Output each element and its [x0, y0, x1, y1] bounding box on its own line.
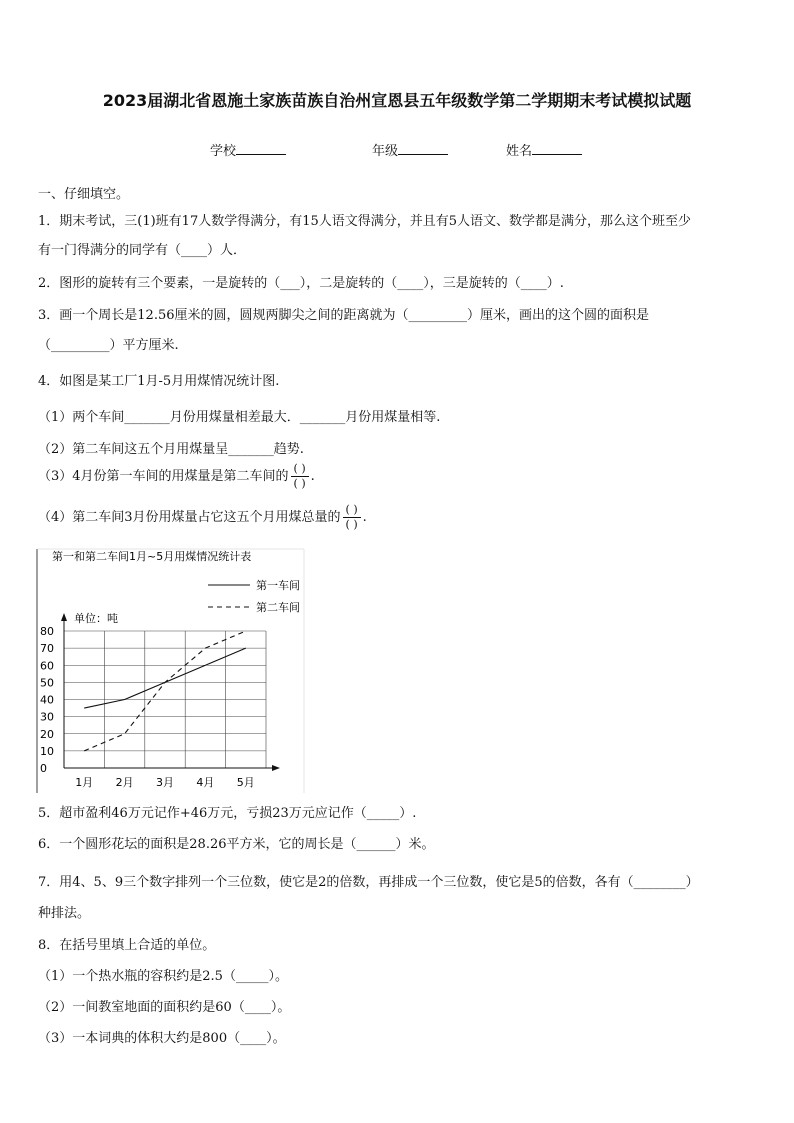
question-3-line-2: （_________）平方厘米. — [38, 338, 179, 353]
chart-unit-label: 单位：吨 — [74, 612, 118, 625]
question-4-part-4 — [38, 503, 367, 532]
y-tick-label: 30 — [40, 710, 54, 724]
school-label: 学校 — [210, 144, 237, 159]
chart-series — [84, 631, 246, 751]
fraction-blank[interactable] — [291, 462, 309, 491]
chart-legend — [208, 578, 300, 614]
fraction-denominator: ( ) — [345, 518, 358, 531]
question-1-line-2: 有一门得满分的同学有（____）人． — [38, 243, 247, 258]
q4-3-end: . — [310, 469, 315, 484]
question-4-part-3 — [38, 462, 315, 491]
question-8-part-2: （2）一间教室地面的面积约是60（____）。 — [38, 1000, 291, 1015]
coal-usage-line-chart — [36, 545, 306, 795]
name-blank[interactable] — [532, 154, 582, 155]
y-tick-label: 80 — [40, 625, 54, 638]
legend-label-2: 第二车间 — [256, 601, 300, 614]
question-4-part-1: （1）两个车间_______月份用煤量相差最大．_______月份用煤量相等. — [38, 410, 441, 425]
question-7-line-2: 种排法。 — [38, 906, 91, 921]
grade-label: 年级 — [372, 144, 399, 159]
y-tick-label: 60 — [40, 659, 54, 673]
exam-title: 2023届湖北省恩施土家族苗族自治州宣恩县五年级数学第二学期期末考试模拟试题 — [102, 91, 692, 110]
question-2: 2．图形的旋转有三个要素，一是旋转的（___），二是旋转的（____），三是旋转的（____）. — [38, 276, 564, 291]
x-tick-label: 2月 — [115, 776, 134, 789]
x-tick-label: 1月 — [75, 776, 94, 789]
fraction-blank[interactable] — [343, 503, 361, 532]
fraction-numerator: ( ) — [343, 503, 361, 518]
y-tick-label: 0 — [40, 762, 47, 775]
fraction-denominator: ( ) — [293, 477, 306, 490]
fraction-numerator: ( ) — [291, 462, 309, 477]
y-tick-label: 20 — [40, 727, 54, 741]
question-7-line-1: 7．用4、5、9三个数字排列一个三位数，使它是2的倍数，再排成一个三位数，使它是5的倍数，各有（________） — [38, 875, 699, 890]
question-4: 4．如图是某工厂1月-5月用煤情况统计图. — [38, 374, 280, 389]
series-line-2 — [84, 631, 246, 751]
question-1-line-1: 1．期末考试，三(1)班有17人数学得满分，有15人语文得满分，并且有5人语文、数学都是满分，那么这个班至少 — [38, 214, 692, 229]
grade-field — [372, 140, 448, 159]
x-tick-label: 5月 — [236, 776, 255, 789]
question-3-line-1: 3．画一个周长是12.56厘米的圆，圆规两脚尖之间的距离就为（_________）厘米，画出的这个圆的面积是 — [38, 308, 649, 323]
y-tick-label: 40 — [40, 693, 54, 707]
school-blank[interactable] — [236, 154, 286, 155]
x-tick-label: 3月 — [156, 776, 174, 789]
series-line-1 — [84, 648, 246, 708]
question-8: 8．在括号里填上合适的单位。 — [38, 938, 216, 953]
y-tick-label: 10 — [40, 744, 54, 758]
name-field — [506, 140, 582, 159]
chart-axes — [40, 613, 280, 789]
x-axis-arrow — [272, 765, 280, 771]
section-heading: 一、仔细填空。 — [38, 187, 130, 202]
question-4-part-2: （2）第二车间这五个月用煤量呈_______趋势. — [38, 442, 304, 457]
name-label: 姓名 — [506, 144, 533, 159]
q4-3-text: （3）4月份第一车间的用煤量是第二车间的 — [38, 469, 289, 484]
legend-label-1: 第一车间 — [256, 579, 300, 592]
chart-grid — [64, 631, 266, 768]
y-axis-arrow — [61, 613, 67, 621]
q4-4-text: （4）第二车间3月份用煤量占它这五个月用煤总量的 — [38, 510, 341, 525]
y-tick-label: 50 — [40, 676, 54, 690]
q4-4-end: . — [362, 510, 367, 525]
chart-title: 第一和第二车间1月~5月用煤情况统计表 — [52, 550, 252, 563]
question-5: 5．超市盈利46万元记作+46万元，亏损23万元应记作（_____）. — [38, 806, 417, 821]
grade-blank[interactable] — [398, 154, 448, 155]
question-6: 6．一个圆形花坛的面积是28.26平方米，它的周长是（______）米。 — [38, 837, 435, 852]
question-8-part-3: （3）一本词典的体积大约是800（____）。 — [38, 1031, 286, 1046]
question-8-part-1: （1）一个热水瓶的容积约是2.5（_____）。 — [38, 969, 288, 984]
y-tick-label: 70 — [40, 642, 54, 656]
x-tick-label: 4月 — [196, 776, 215, 789]
school-field — [210, 140, 286, 159]
